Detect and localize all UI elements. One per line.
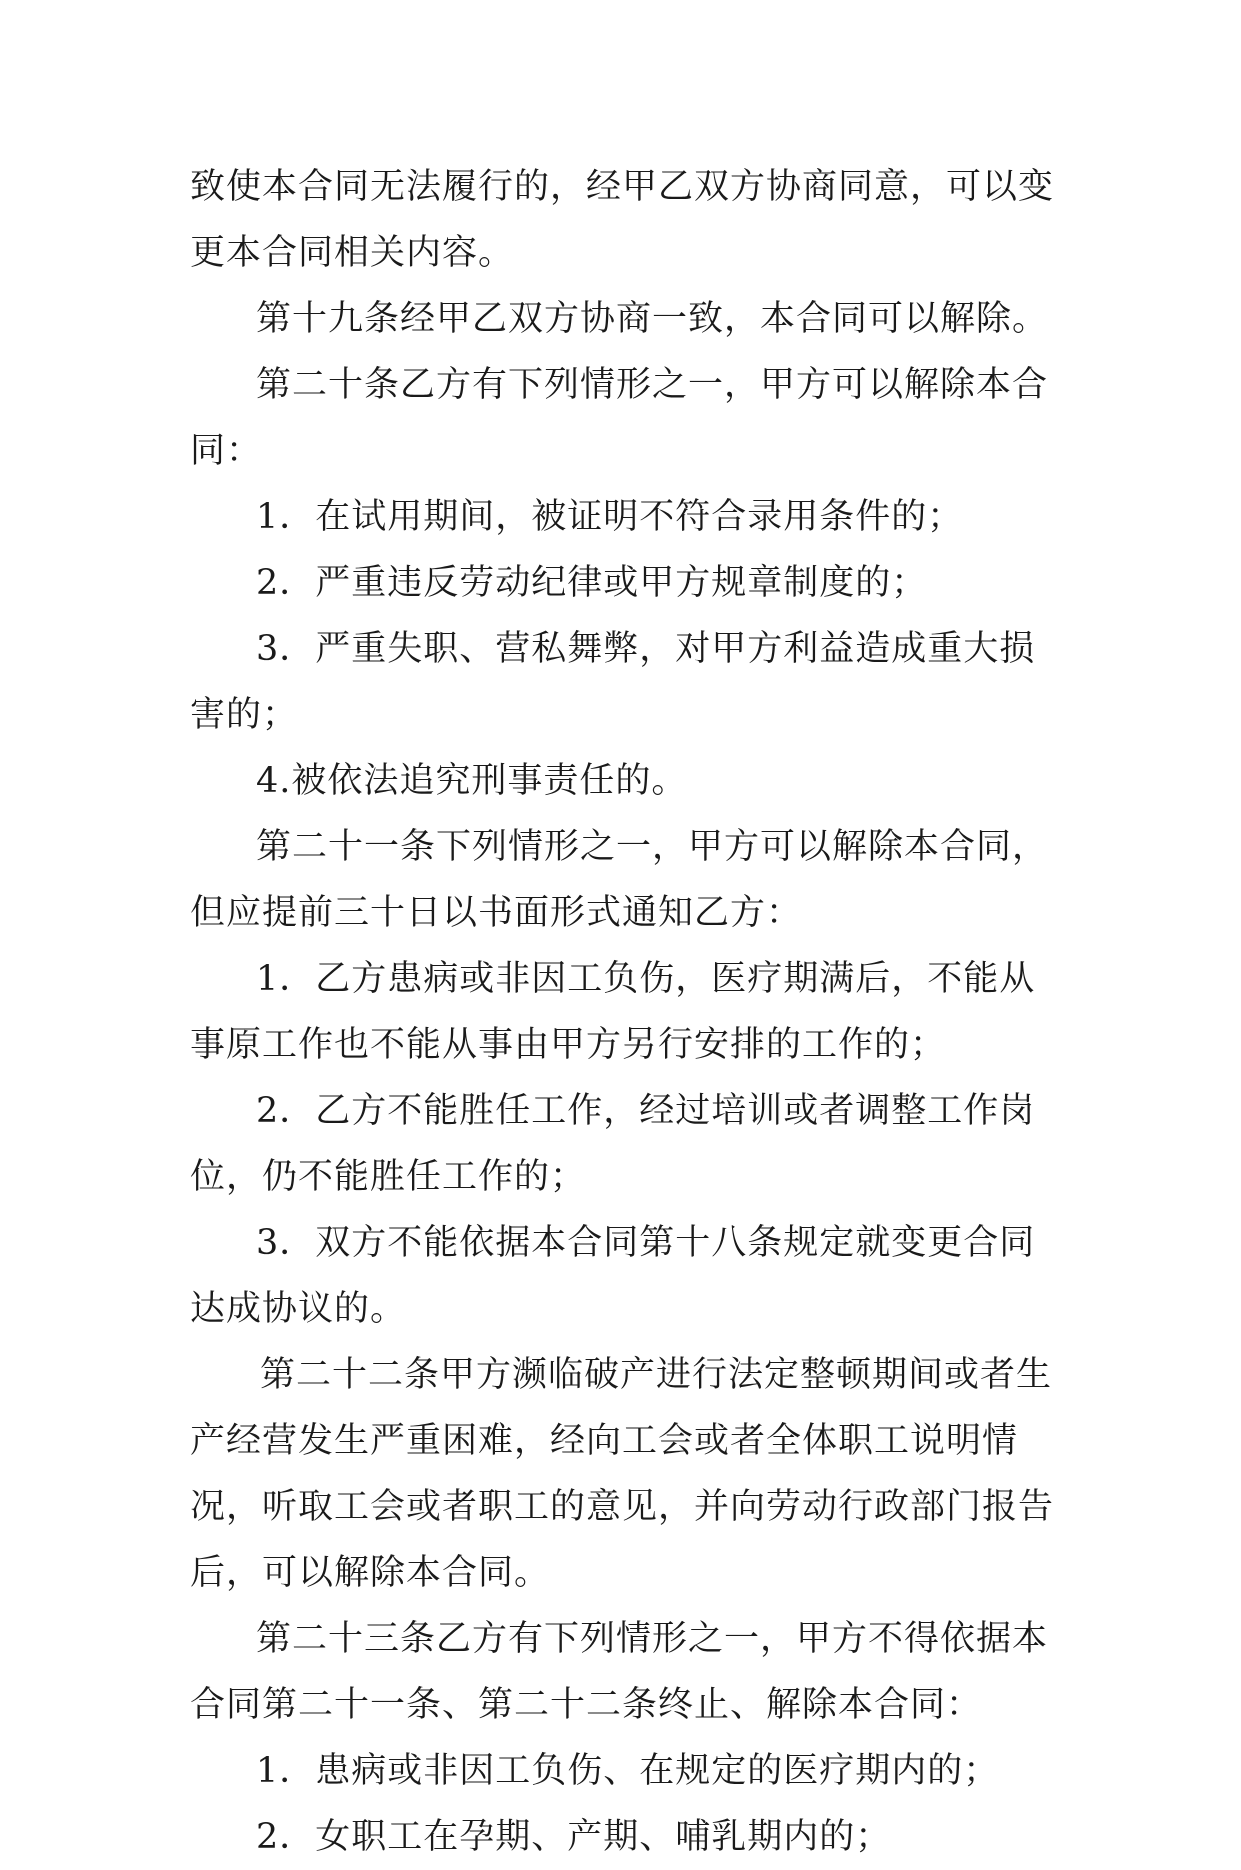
- article-20-item-1: 1．在试用期间，被证明不符合录用条件的；: [256, 497, 964, 537]
- article-21: 第二十一条下列情形之一，甲方可以解除本合同，但应提前三十日以书面形式通知乙方：: [190, 827, 1049, 933]
- article-23: 第二十三条乙方有下列情形之一，甲方不得依据本合同第二十一条、第二十二条终止、解除本合同：: [190, 1619, 1049, 1725]
- article-20-item-4: 4.被依法追究刑事责任的。: [256, 761, 688, 801]
- article-20: 第二十条乙方有下列情形之一，甲方可以解除本合同：: [190, 365, 1049, 471]
- document-body: [190, 154, 1060, 1870]
- article-23-item-1: 1．患病或非因工负伤、在规定的医疗期内的；: [256, 1751, 1000, 1791]
- paragraph-continuation: 致使本合同无法履行的，经甲乙双方协商同意，可以变更本合同相关内容。: [190, 167, 1055, 273]
- article-22: 第二十二条甲方濒临破产进行法定整顿期间或者生产经营发生严重困难，经向工会或者全体职工说明情况，听取工会或者职工的意见，并向劳动行政部门报告后，可以解除本合同。: [190, 1355, 1055, 1593]
- article-21-item-1: 1．乙方患病或非因工负伤，医疗期满后，不能从事原工作也不能从事由甲方另行安排的工作的；: [190, 959, 1036, 1065]
- article-20-item-3: 3．严重失职、营私舞弊，对甲方利益造成重大损害的；: [190, 629, 1036, 735]
- article-21-item-3: 3．双方不能依据本合同第十八条规定就变更合同达成协议的。: [190, 1223, 1036, 1329]
- article-20-item-2: 2．严重违反劳动纪律或甲方规章制度的；: [256, 563, 928, 603]
- article-21-item-2: 2．乙方不能胜任工作，经过培训或者调整工作岗位，仍不能胜任工作的；: [190, 1091, 1036, 1197]
- article-23-item-2: 2．女职工在孕期、产期、哺乳期内的；: [256, 1817, 892, 1857]
- article-19: 第十九条经甲乙双方协商一致，本合同可以解除。: [256, 299, 1049, 339]
